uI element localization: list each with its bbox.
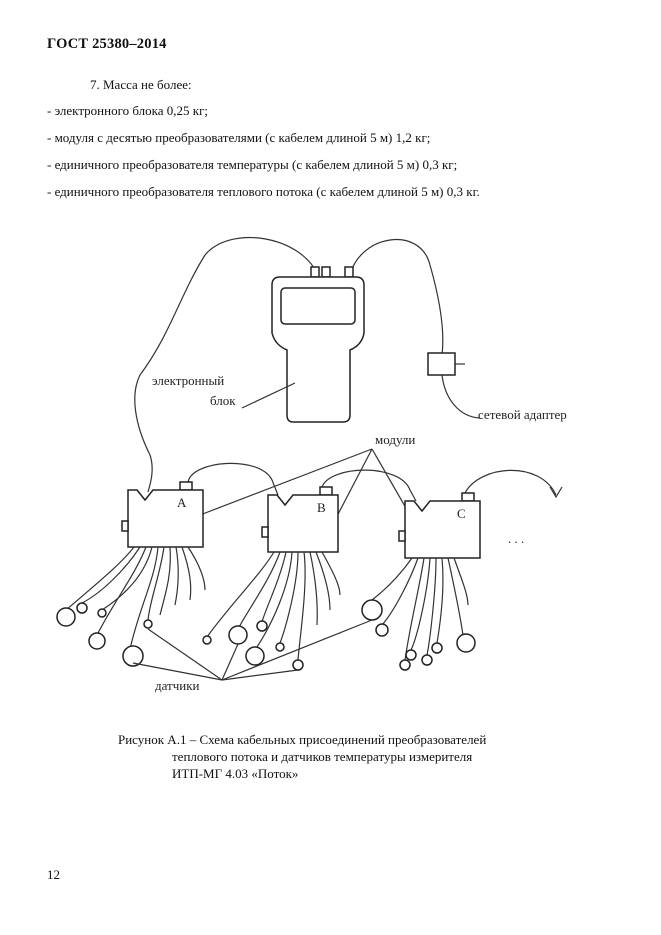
module-a — [122, 482, 203, 547]
module-c-label: С — [457, 506, 466, 521]
sensors-module-c — [362, 558, 475, 670]
sensors-module-a — [57, 547, 205, 666]
module-a-label: А — [177, 495, 187, 510]
mass-line-4: - единичного преобразователя теплового потока (с кабелем длиной 5 м) 0,3 кг. — [47, 184, 480, 199]
sensors-module-b — [203, 552, 340, 670]
mass-line-2: - модуля с десятью преобразователями (с кабелем длиной 5 м) 1,2 кг; — [47, 130, 431, 145]
figure-caption-line-1: Рисунок А.1 – Схема кабельных присоединений преобразователей — [118, 732, 487, 747]
item-title: 7. Масса не более: — [90, 77, 192, 92]
electronic-block-label-1: электронный — [152, 373, 225, 388]
figure-caption-line-2: теплового потока и датчиков температуры измерителя — [172, 749, 473, 764]
connection-diagram — [0, 225, 661, 715]
electronic-block-label-2: блок — [210, 393, 236, 408]
document-header: ГОСТ 25380–2014 — [47, 36, 167, 52]
page-number: 12 — [47, 867, 60, 882]
figure-caption-line-3: ИТП-МГ 4.03 «Поток» — [172, 766, 299, 781]
mass-line-3: - единичного преобразователя температуры (с кабелем длиной 5 м) 0,3 кг; — [47, 157, 458, 172]
module-c — [399, 493, 480, 558]
more-modules-ellipsis: . . . — [508, 531, 525, 546]
mass-line-1: - электронного блока 0,25 кг; — [47, 103, 209, 118]
electronic-block — [272, 267, 364, 422]
sensors-label: датчики — [155, 678, 200, 693]
network-adapter — [428, 353, 455, 375]
adapter-label: сетевой адаптер — [478, 407, 567, 422]
module-b — [262, 487, 338, 552]
modules-label: модули — [375, 432, 416, 447]
module-b-label: В — [317, 500, 326, 515]
